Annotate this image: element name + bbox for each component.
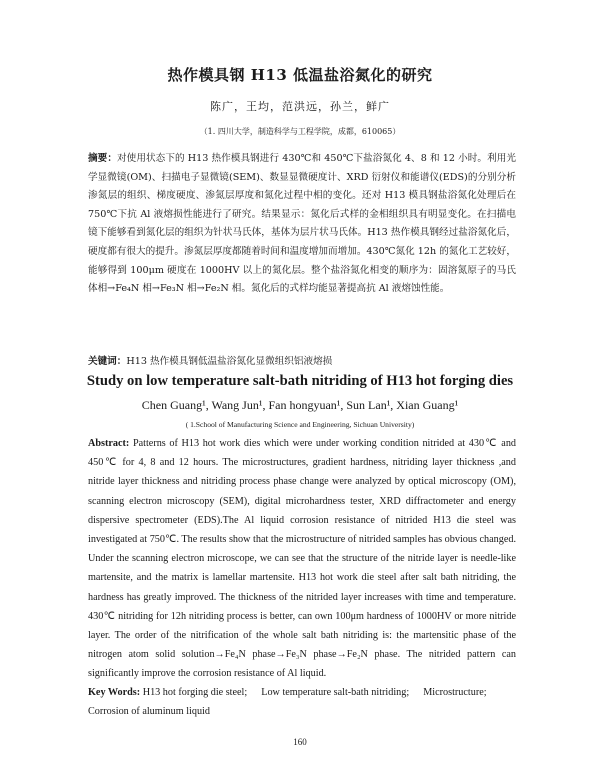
abstract-en <box>88 434 516 684</box>
abstract-cn-label: 摘要： <box>88 153 117 164</box>
affiliation-en: ( 1.School of Manufacturing Science and Engineering, Sichuan University) <box>185 420 415 429</box>
affiliation-cn: （1. 四川大学，制造科学与工程学院，成都，610065） <box>199 127 401 136</box>
keywords-cn-text: H13 热作模具钢低温盐浴氮化显微组织铝液熔损 <box>126 356 333 367</box>
keyword-item: H13 hot forging die steel; <box>142 687 248 698</box>
keyword-item: Microstructure; <box>423 687 487 698</box>
keyword-item: Low temperature salt-bath nitriding; <box>261 687 410 698</box>
abstract-en-label: Abstract: <box>88 438 130 449</box>
keywords-cn <box>88 354 516 370</box>
keywords-cn-label: 关键词： <box>88 356 127 367</box>
abstract-cn-text: 对使用状态下的 H13 热作模具钢进行 430℃和 450℃下盐浴氮化 4、8 和 12 小时。利用光学显微镜(OM)、扫描电子显微镜(SEM)、数显显微硬度计、XRD 衍射仪和能谱仪(EDS)的分别分析渗氮层的组织、梯度硬度、渗氮层厚度和氮化过程中相的变化。还对 H13 模具钢盐浴氮化处理后在 750℃下抗 Al 液熔损性能进行了研究。结果显示：氮化后式样的金相组织具有明显变化。在扫描电镜下能够看到氮化层的组织为针状马氏体，基体为层片状马氏体。H13 热作模具钢经过盐浴氮化后，硬度都有很大的提升。渗氮层厚度都随着时间和温度增加而增加。430℃氮化 12h 的氮化工艺较好，能够得到 100μm 硬度在 1000HV 以上的氮化层。整个盐浴氮化相变的顺序为：固溶氮原子的马氏体相→Fe₄N 相→Fe₃N 相→Fe₂N 相。氮化后的式样均能显著提高抗 Al 液熔蚀性能。 <box>88 153 516 295</box>
abstract-en-text: Patterns of H13 hot work dies which were under working condition nitrided at 430℃ and 450℃ for 4, 8 and 12 hours. The microstructures, gradient hardness, nitriding layer thickness ,and nitride layer thickness and nitriding process phase change were analyzed by optical microscopy (OM), scanning electron microscopy (SEM), digital microhardness tester, XRD diffractometer and energy dispersive spectrometer (EDS).The Al liquid corrosion resistance of nitrided H13 die steel was investigated at 750℃. The results show that the microstructure of nitrided samples has obvious changed. Under the scanning electron microscope, we can see that the structure of the nitride layer is needle-like martensite, and the matrix is lamellar martensite. H13 hot work die steel after salt bath nitriding, the hardness has greatly improved. The thickness of the nitrided layer increases with time and temperature. 430℃ nitriding for 12h nitriding process is better, can own 100μm hardness of 1000HV or more nitride layer. The order of the nitrification of the whole salt bath nitriding is: the martensitic phase of the nitrogen atom solid solution→Fe₄N phase→Fe₃N phase→Fe₂N phase. The nitrided pattern can significantly improve the corrosion resistance of Al liquid. <box>88 438 517 680</box>
keyword-item: Corrosion of aluminum liquid <box>88 705 210 717</box>
keywords-en-label: Key Words: <box>88 687 141 698</box>
keywords-en <box>88 684 528 721</box>
authors-cn: 陈广，王均，范洪远，孙兰，鲜广 <box>210 100 390 113</box>
authors-en: Chen Guang¹, Wang Jun¹, Fan hongyuan¹, Sun Lan¹, Xian Guang¹ <box>141 398 459 412</box>
paper-title-cn: 热作模具钢 H13 低温盐浴氮化的研究 <box>167 66 433 84</box>
paper-title-en: Study on low temperature salt-bath nitriding of H13 hot forging dies <box>86 373 514 389</box>
page-number: 160 <box>293 737 307 747</box>
abstract-cn <box>88 150 516 299</box>
